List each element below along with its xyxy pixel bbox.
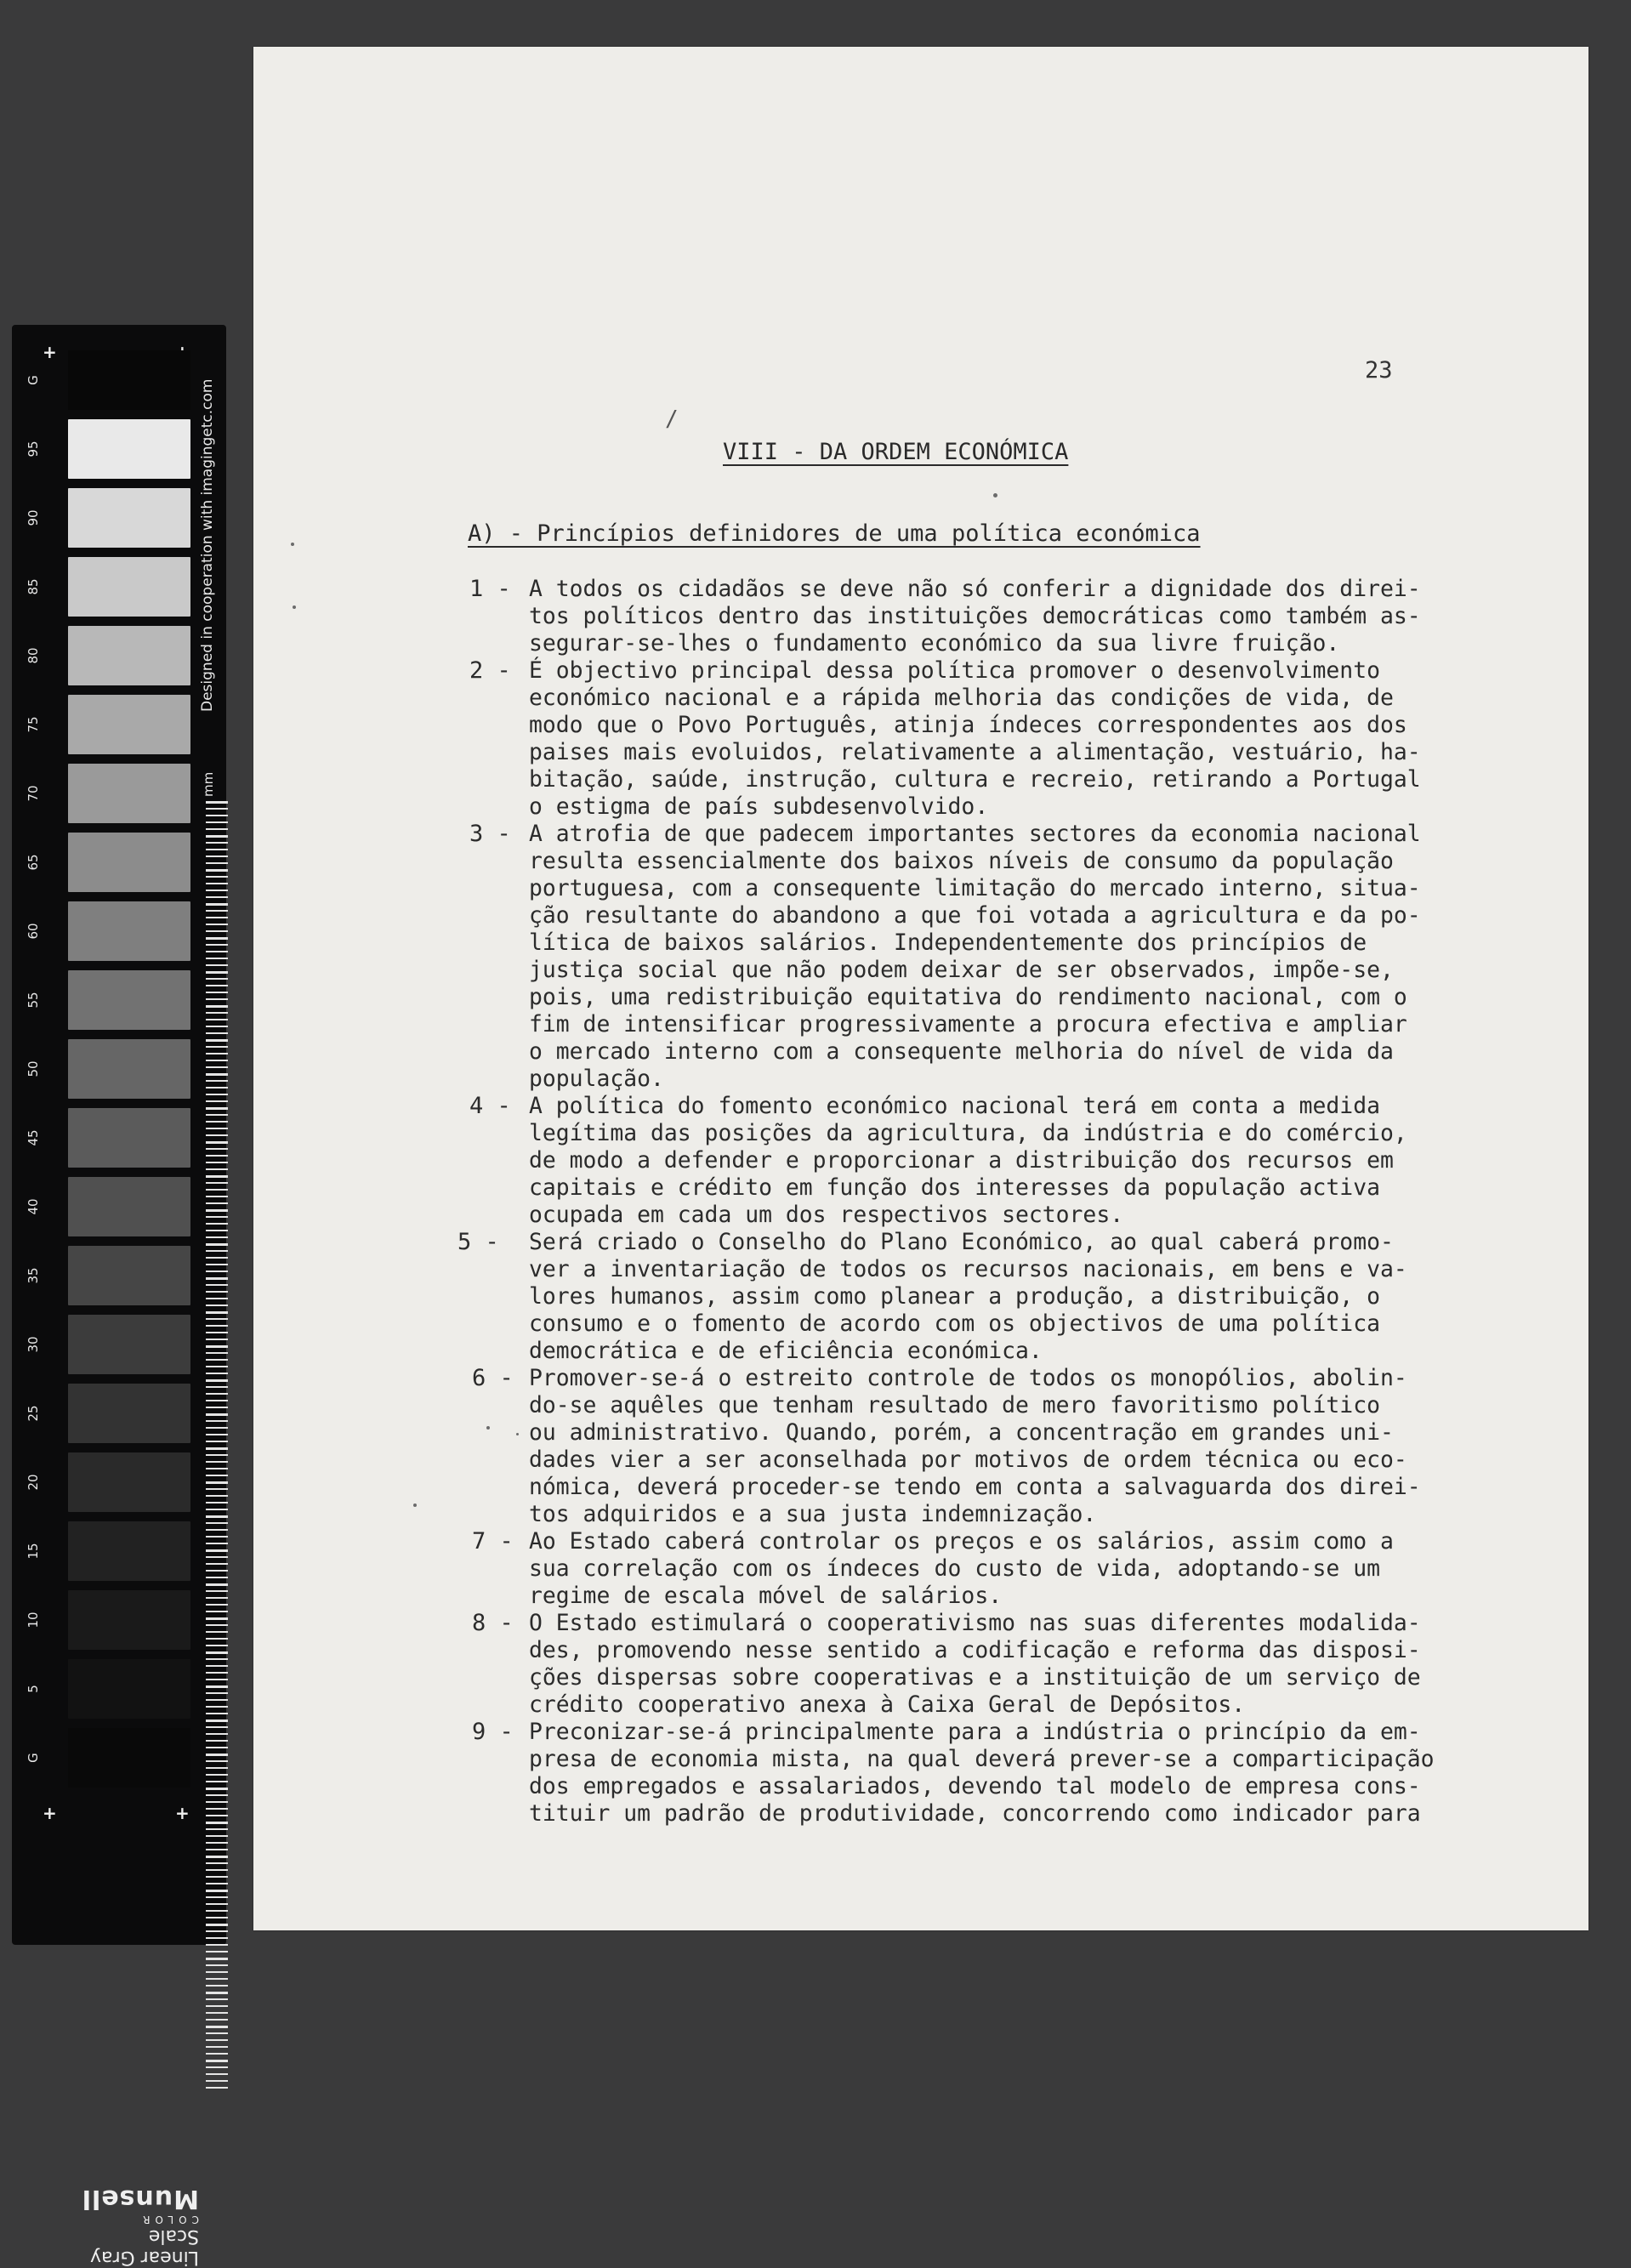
gray-patch xyxy=(68,1728,190,1788)
item-number: 9 - xyxy=(472,1719,514,1745)
item-text-line: capitais e crédito em função dos interesses da população activa xyxy=(529,1174,1380,1201)
gray-patch xyxy=(68,626,190,685)
item-text-line: presa de economia mista, na qual deverá prever-se a comparticipação xyxy=(529,1746,1435,1772)
paper-speck xyxy=(993,493,997,497)
gray-patch xyxy=(68,833,190,892)
item-text-line: ver a inventariação de todos os recursos nacionais, em bens e va- xyxy=(529,1256,1407,1282)
gray-patch xyxy=(68,1108,190,1168)
gray-patch xyxy=(68,901,190,961)
item-text-line: lítica de baixos salários. Independentemente dos princípios de xyxy=(529,929,1367,956)
patch-label: 30 xyxy=(26,1336,41,1353)
mm-ruler-major-ticks xyxy=(206,801,228,2094)
patch-label: 60 xyxy=(26,923,41,940)
item-text-line: des, promovendo nesse sentido a codificação e reforma das disposi- xyxy=(529,1637,1421,1663)
chapter-title: VIII - DA ORDEM ECONÓMICA xyxy=(723,439,1069,465)
item-text-line: É objectivo principal dessa política promover o desenvolvimento xyxy=(529,657,1380,684)
item-text-line: dades vier a ser aconselhada por motivos de ordem técnica ou eco- xyxy=(529,1447,1407,1473)
item-text-line: paises mais evoluidos, relativamente a alimentação, vestuário, ha- xyxy=(529,739,1421,765)
item-text-line: democrática e de eficiência económica. xyxy=(529,1338,1043,1364)
brand-sub: COLOR xyxy=(138,2214,199,2225)
gray-patch xyxy=(68,1452,190,1512)
gray-patch xyxy=(68,1039,190,1099)
gray-patch xyxy=(68,1315,190,1374)
item-number: 3 - xyxy=(469,821,511,847)
paper-speck xyxy=(486,1426,490,1430)
gray-scale-card xyxy=(12,325,226,2268)
item-text-line: tos adquiridos e a sua justa indemnização. xyxy=(529,1501,1097,1527)
patch-label: 25 xyxy=(26,1405,41,1422)
item-text-line: ocupada em cada um dos respectivos sectores. xyxy=(529,1202,1124,1228)
item-text-line: justiça social que não podem deixar de ser observados, impõe-se, xyxy=(529,957,1394,983)
patch-label: 70 xyxy=(26,785,41,802)
patch-label: 35 xyxy=(26,1267,41,1284)
gray-patch xyxy=(68,488,190,548)
paper-speck xyxy=(293,605,296,609)
item-text-line: segurar-se-lhes o fundamento económico da sua livre fruição. xyxy=(529,630,1340,657)
item-text-line: ções dispersas sobre cooperativas e a instituição de um serviço de xyxy=(529,1664,1421,1691)
patch-label: 55 xyxy=(26,992,41,1009)
item-text-line: O Estado estimulará o cooperativismo nas suas diferentes modalida- xyxy=(529,1610,1421,1636)
gray-patch xyxy=(68,1246,190,1305)
item-text-line: ou administrativo. Quando, porém, a concentração em grandes uni- xyxy=(529,1419,1394,1446)
item-number: 6 - xyxy=(472,1365,514,1391)
item-text-line: fim de intensificar progressivamente a procura efectiva e ampliar xyxy=(529,1011,1407,1037)
item-text-line: nómica, deverá proceder-se tendo em conta a salvaguarda dos direi- xyxy=(529,1474,1421,1500)
patch-label: 65 xyxy=(26,854,41,871)
paper-speck xyxy=(291,543,294,546)
item-text-line: ção resultante do abandono a que foi votada a agricultura e da po- xyxy=(529,902,1421,929)
gray-patch xyxy=(68,1659,190,1719)
brand-name: Munsell xyxy=(81,2184,199,2214)
item-text-line: tituir um padrão de produtividade, concorrendo como indicador para xyxy=(529,1800,1421,1827)
item-text-line: pois, uma redistribuição equitativa do rendimento nacional, com o xyxy=(529,984,1407,1010)
credit-text: Designed in cooperation with imagingetc.com xyxy=(199,378,216,712)
item-number: 4 - xyxy=(469,1093,511,1119)
registration-mark: + xyxy=(175,1803,190,1823)
stray-mark: / xyxy=(665,406,679,432)
patch-label: 50 xyxy=(26,1060,41,1077)
page-number: 23 xyxy=(1365,357,1393,384)
item-text-line: consumo e o fomento de acordo com os objectivos de uma política xyxy=(529,1310,1380,1337)
item-text-line: A política do fomento económico nacional terá em conta a medida xyxy=(529,1093,1380,1119)
patch-label: 5 xyxy=(26,1685,41,1693)
item-text-line: resulta essencialmente dos baixos níveis de consumo da população xyxy=(529,848,1394,874)
patch-label: 20 xyxy=(26,1474,41,1491)
item-text-line: tos políticos dentro das instituições democráticas como também as- xyxy=(529,603,1421,629)
item-text-line: crédito cooperativo anexa à Caixa Geral de Depósitos. xyxy=(529,1691,1246,1718)
patch-label: 85 xyxy=(26,578,41,595)
gray-patch xyxy=(68,1521,190,1581)
gray-patch xyxy=(68,350,190,410)
patch-label: 90 xyxy=(26,509,41,526)
munsell-logo xyxy=(46,2149,199,2268)
gray-patch xyxy=(68,1384,190,1443)
gray-patch xyxy=(68,1590,190,1650)
item-text-line: modo que o Povo Português, atinja índeces correspondentes aos dos xyxy=(529,712,1407,738)
item-text-line: A todos os cidadãos se deve não só conferir a dignidade dos direi- xyxy=(529,576,1421,602)
registration-mark: + xyxy=(43,1803,57,1823)
gray-patch xyxy=(68,970,190,1030)
unit-label: mm xyxy=(201,771,216,797)
patch-label: 95 xyxy=(26,441,41,458)
section-heading: A) - Princípios definidores de uma política económica xyxy=(468,520,1201,547)
item-text-line: Será criado o Conselho do Plano Económico, ao qual caberá promo- xyxy=(529,1229,1394,1255)
item-text-line: Preconizar-se-á principalmente para a indústria o princípio da em- xyxy=(529,1719,1421,1745)
paper-speck xyxy=(413,1503,417,1507)
item-text-line: bitação, saúde, instrução, cultura e recreio, retirando a Portugal xyxy=(529,766,1421,793)
item-text-line: sua correlação com os índeces do custo de vida, adoptando-se um xyxy=(529,1555,1380,1582)
item-number: 5 - xyxy=(457,1229,499,1255)
registration-mark: + xyxy=(43,342,57,362)
item-text-line: económico nacional e a rápida melhoria das condições de vida, de xyxy=(529,685,1394,711)
paper-speck xyxy=(516,1433,519,1435)
item-text-line: legítima das posições da agricultura, da indústria e do comércio, xyxy=(529,1120,1407,1146)
gray-patch xyxy=(68,419,190,479)
gray-patch xyxy=(68,764,190,823)
item-text-line: A atrofia de que padecem importantes sectores da economia nacional xyxy=(529,821,1421,847)
patch-label: G xyxy=(26,1753,41,1763)
item-number: 8 - xyxy=(472,1610,514,1636)
gray-patch xyxy=(68,695,190,754)
item-number: 7 - xyxy=(472,1528,514,1555)
item-text-line: o mercado interno com a consequente melhoria do nível de vida da xyxy=(529,1038,1394,1065)
item-text-line: do-se aquêles que tenham resultado de mero favoritismo político xyxy=(529,1392,1380,1418)
item-number: 1 - xyxy=(469,576,511,602)
patch-label: 15 xyxy=(26,1543,41,1560)
item-text-line: o estigma de país subdesenvolvido. xyxy=(529,793,989,820)
patch-label: 80 xyxy=(26,647,41,664)
gray-patch xyxy=(68,557,190,617)
item-text-line: de modo a defender e proporcionar a distribuição dos recursos em xyxy=(529,1147,1394,1174)
patch-label: 75 xyxy=(26,716,41,733)
patch-label: 45 xyxy=(26,1129,41,1146)
item-text-line: regime de escala móvel de salários. xyxy=(529,1583,1003,1609)
item-text-line: população. xyxy=(529,1066,664,1092)
gray-patch xyxy=(68,1177,190,1236)
item-text-line: lores humanos, assim como planear a produção, a distribuição, o xyxy=(529,1283,1380,1310)
patch-label: G xyxy=(26,375,41,385)
item-number: 2 - xyxy=(469,657,511,684)
patch-label: 40 xyxy=(26,1198,41,1215)
item-text-line: portuguesa, com a consequente limitação do mercado interno, situa- xyxy=(529,875,1421,901)
item-text-line: Ao Estado caberá controlar os preços e os salários, assim como a xyxy=(529,1528,1394,1555)
item-text-line: dos empregados e assalariados, devendo tal modelo de empresa cons- xyxy=(529,1773,1421,1799)
item-text-line: Promover-se-á o estreito controle de todos os monopólios, abolin- xyxy=(529,1365,1407,1391)
scale-name: Linear Gray Scale xyxy=(90,2225,199,2268)
patch-label: 10 xyxy=(26,1611,41,1629)
